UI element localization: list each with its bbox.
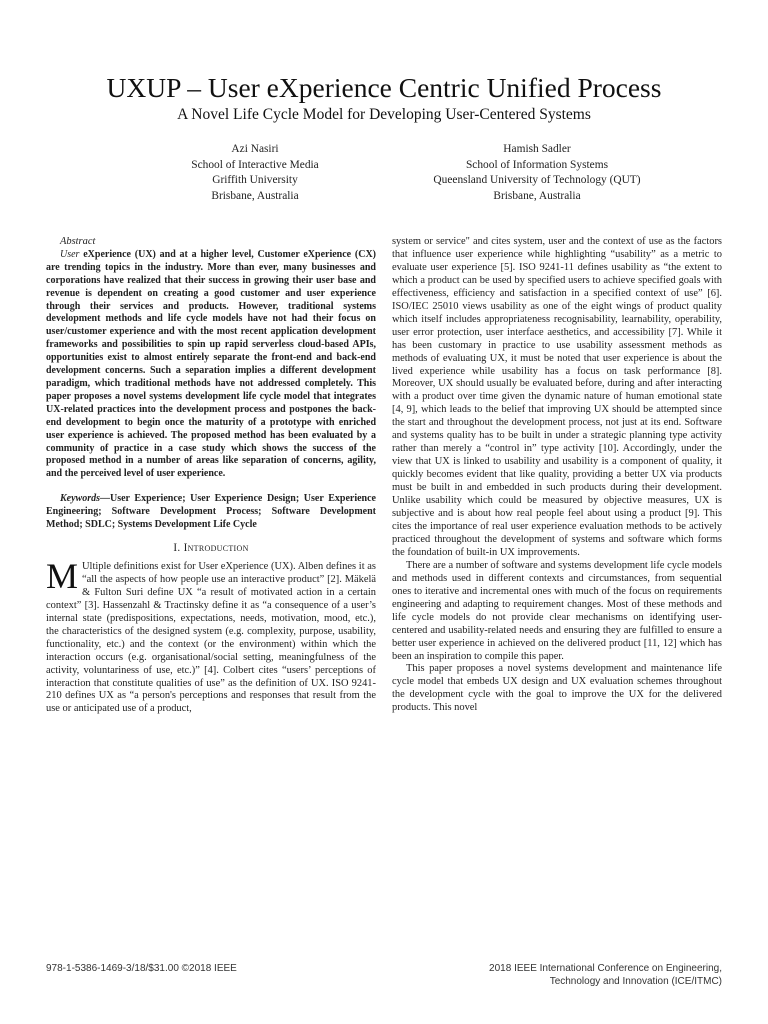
drop-cap: M <box>46 555 79 596</box>
paper-title: UXUP – User eXperience Centric Unified Process <box>106 72 662 103</box>
author-location: Brisbane, Australia <box>493 189 581 202</box>
section-number: I. <box>173 541 184 554</box>
keywords-label: Keywords <box>60 493 100 505</box>
body-paragraph: system or service" and cites system, user and the context of use as the factors that influence user experience while highlighting “usability” as a metric to evaluate user experience [5]. ISO 9241-11 defines usability as “the extent to which a product can be used by specified users to achieve specified goals with effectiveness, efficiency and satisfaction in a specified context of use” [6]. ISO/IEC 25010 views usability as one of the eight wings of product quality which itself includes appropriateness recognisability, learnability, operability, user error protection, user interface aesthetics, and accessibility [7]. While it has been customary in practice to use usability assessment methods as methods of evaluating UX, it must be noted that user experience is about the lived experience while usability has a focus on task performance [8]. Moreover, UX should usually be evaluated before, during and after interacting with a product over time given the dynamic nature of human emotional state [4, 9], which leads to the belief that improving UX should be attempted since the start and throughout the development process, not just at its end. Software and systems quality has to be built in under a strategic planning type activity rather than merely a “control in” type activity [10]. Accordingly, under the view that UX is linked to usability and usability is a component of quality, it quickly becomes evident that like quality, providing a better UX via products must be built in and embedded in such products during their development. Unlike usability which could be measured by objective measures, UX is subjective and is about how real people feel about using a product [9]. This cites the importance of real user experience evaluation methods to be actively practiced throughout the development of systems and software which forms the foundation of built-in UX improvements. <box>392 236 722 558</box>
left-column <box>46 236 376 716</box>
author-name: Hamish Sadler <box>503 143 571 155</box>
author-dept: School of Interactive Media <box>191 158 319 171</box>
author-block-2 <box>392 142 682 204</box>
author-dept: School of Information Systems <box>465 158 609 171</box>
section-heading-introduction <box>46 542 376 555</box>
abstract-lead: User <box>60 248 80 260</box>
abstract-label: Abstract <box>60 236 96 247</box>
footer-conference-line-1: 2018 IEEE International Conference on Engineering, <box>489 963 722 974</box>
intro-text: Ultiple definitions exist for User eXperience (UX). Alben defines it as “all the aspects of how people use an interactive product” [2]. Mäkelä & Fulton Suri define UX “a result of motivated action in a certain context” [3]. Hassenzahl & Tractinsky define it as “a consequence of a user’s internal state (predispositions, expectations, needs, motivation, mood, etc.), the characteristics of the designed system (e.g. complexity, purpose, usability, functionality, etc.) and the context (or the environment) within which the interaction occurs (e.g. organisational/social setting, meaningfulness of the activity, voluntariness of use, etc.)” [4]. Colbert cites “users’ perceptions of interaction that constitute qualities of use” as the definition of UX. ISO 9241-210 defines UX as “a person's perceptions and responses that result from the use or anticipated use of a product, <box>46 560 376 715</box>
body-paragraph: There are a number of software and systems development life cycle models and methods used in different contexts and circumstances, from sequential ones to iterative and incremental ones with much of the focus on requirements engineering and adapting to requirement changes. Most of these methods and life cycle models do not provide clear mechanisms on identifying user-centered and usability-related needs and ensuring they are fulfilled to ensure a better user experience in achieved on the delivered product [11, 12] which has been an inspiration to compile this paper. <box>392 559 722 662</box>
author-block-1 <box>120 142 390 204</box>
abstract-body: eXperience (UX) and at a higher level, Customer eXperience (CX) are trending topics in the industry. More than ever, many businesses and corporations have realized that their success in growing their user base and revenue is dependent on creating a good customer and user experience through their services and products. However, traditional systems development methods and life cycle models have not had their focus on user/customer experience and with the most recent application development frameworks and possibilities to spin up rapid serverless cloud-based APIs, opportunities exist to almost entirely separate the front-end and back-end development concerns. Such a separation implies a different development paradigm, which traditional methods have not addressed completely. This paper proposes a novel systems development life cycle model that integrates UX-related practices into the development process and postpones the back-end development to begin once the maturity of a prototype with enriched user experience is achieved. The proposed method has been evaluated by a community of practice in a case study which shows the success of the proposed method in a number of areas like separation of concerns, agility, and the perceived level of user experience. <box>46 248 376 480</box>
right-column <box>392 236 722 715</box>
author-name: Azi Nasiri <box>231 143 279 155</box>
author-location: Brisbane, Australia <box>211 189 299 202</box>
paper-subtitle: A Novel Life Cycle Model for Developing User-Centered Systems <box>177 106 591 123</box>
keywords-text: —User Experience; User Experience Design; User Experience Engineering; Software Development Process; Software Development Method; SDLC; Systems Development Life Cycle <box>46 493 376 531</box>
abstract-text <box>46 249 376 481</box>
footer-isbn: 978-1-5386-1469-3/18/$31.00 ©2018 IEEE <box>46 963 237 974</box>
body-paragraph: This paper proposes a novel systems development and maintenance life cycle model that embeds UX design and UX evaluation schemes throughout the development cycle with the goal to improve the UX for the delivered products. This novel <box>392 663 722 714</box>
footer-conference-line-2: Technology and Innovation (ICE/ITMC) <box>549 976 722 987</box>
author-org: Queensland University of Technology (QUT) <box>433 174 641 187</box>
intro-paragraph <box>46 555 376 716</box>
author-org: Griffith University <box>212 174 298 187</box>
footer-conference <box>422 962 722 988</box>
section-title: Introduction <box>183 541 249 554</box>
keywords <box>46 493 376 532</box>
